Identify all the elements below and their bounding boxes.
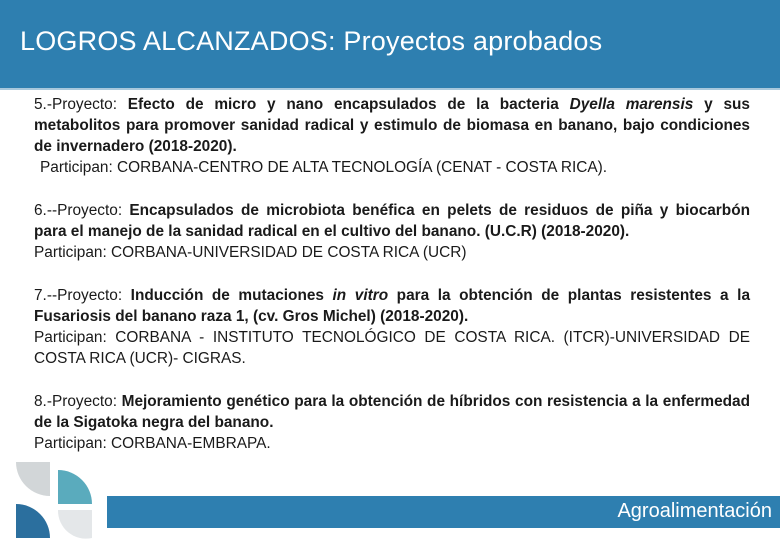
project-description <box>34 285 750 327</box>
project-participants: Participan: CORBANA-UNIVERSIDAD DE COSTA RICA (UCR) <box>34 244 467 261</box>
header-banner <box>0 0 780 90</box>
project-prefix: 6.--Proyecto: <box>34 202 130 219</box>
footer-bar <box>107 496 780 528</box>
list-item <box>34 94 750 178</box>
project-title-italic: Dyella marensis <box>569 96 694 113</box>
project-description <box>34 391 750 433</box>
list-item <box>34 200 750 263</box>
project-prefix: 7.--Proyecto: <box>34 287 131 304</box>
gray-quarter-shape <box>16 462 50 496</box>
project-participants: Participan: CORBANA-EMBRAPA. <box>34 435 271 452</box>
page-title: LOGROS ALCANZADOS: Proyectos aprobados <box>20 26 603 56</box>
project-participants: Participan: CORBANA-CENTRO DE ALTA TECNOLOGÍA (CENAT - COSTA RICA). <box>40 159 607 176</box>
teal-quarter-shape <box>58 470 92 504</box>
quarter-circle-logo-icon <box>16 462 94 540</box>
project-participants: Participan: CORBANA - INSTITUTO TECNOLÓGICO DE COSTA RICA. (ITCR)-UNIVERSIDAD DE COSTA RICA (UCR)- CIGRAS. <box>34 329 750 367</box>
project-prefix: 5.-Proyecto: <box>34 96 128 113</box>
project-description <box>34 200 750 242</box>
project-title: Encapsulados de microbiota benéfica en pelets de residuos de piña y biocarbón para el manejo de la sanidad radical en el cultivo del banano. (U.C.R) (2018-2020). <box>34 202 751 240</box>
blue-quarter-shape <box>16 504 50 538</box>
project-description <box>34 94 750 157</box>
project-list <box>34 94 750 476</box>
project-title: Inducción de mutaciones in vitro para la obtención de plantas resistentes a la Fusariosis del banano raza 1, (cv. Gros Michel) (2018-2020). <box>34 287 751 325</box>
list-item <box>34 391 750 454</box>
light-quarter-shape <box>58 510 92 539</box>
footer-category-label: Agroalimentación <box>617 500 772 522</box>
project-title-italic: in vitro <box>332 287 389 304</box>
project-title: Efecto de micro y nano encapsulados de la bacteria Dyella marensis y sus metabolitos para promover sanidad radical y estimulo de biomasa en banano, bajo condiciones de invernadero (2018-2020). <box>34 96 750 155</box>
list-item <box>34 285 750 369</box>
project-title: Mejoramiento genético para la obtención de híbridos con resistencia a la enfermedad de la Sigatoka negra del banano. <box>34 393 750 431</box>
project-prefix: 8.-Proyecto: <box>34 393 122 410</box>
